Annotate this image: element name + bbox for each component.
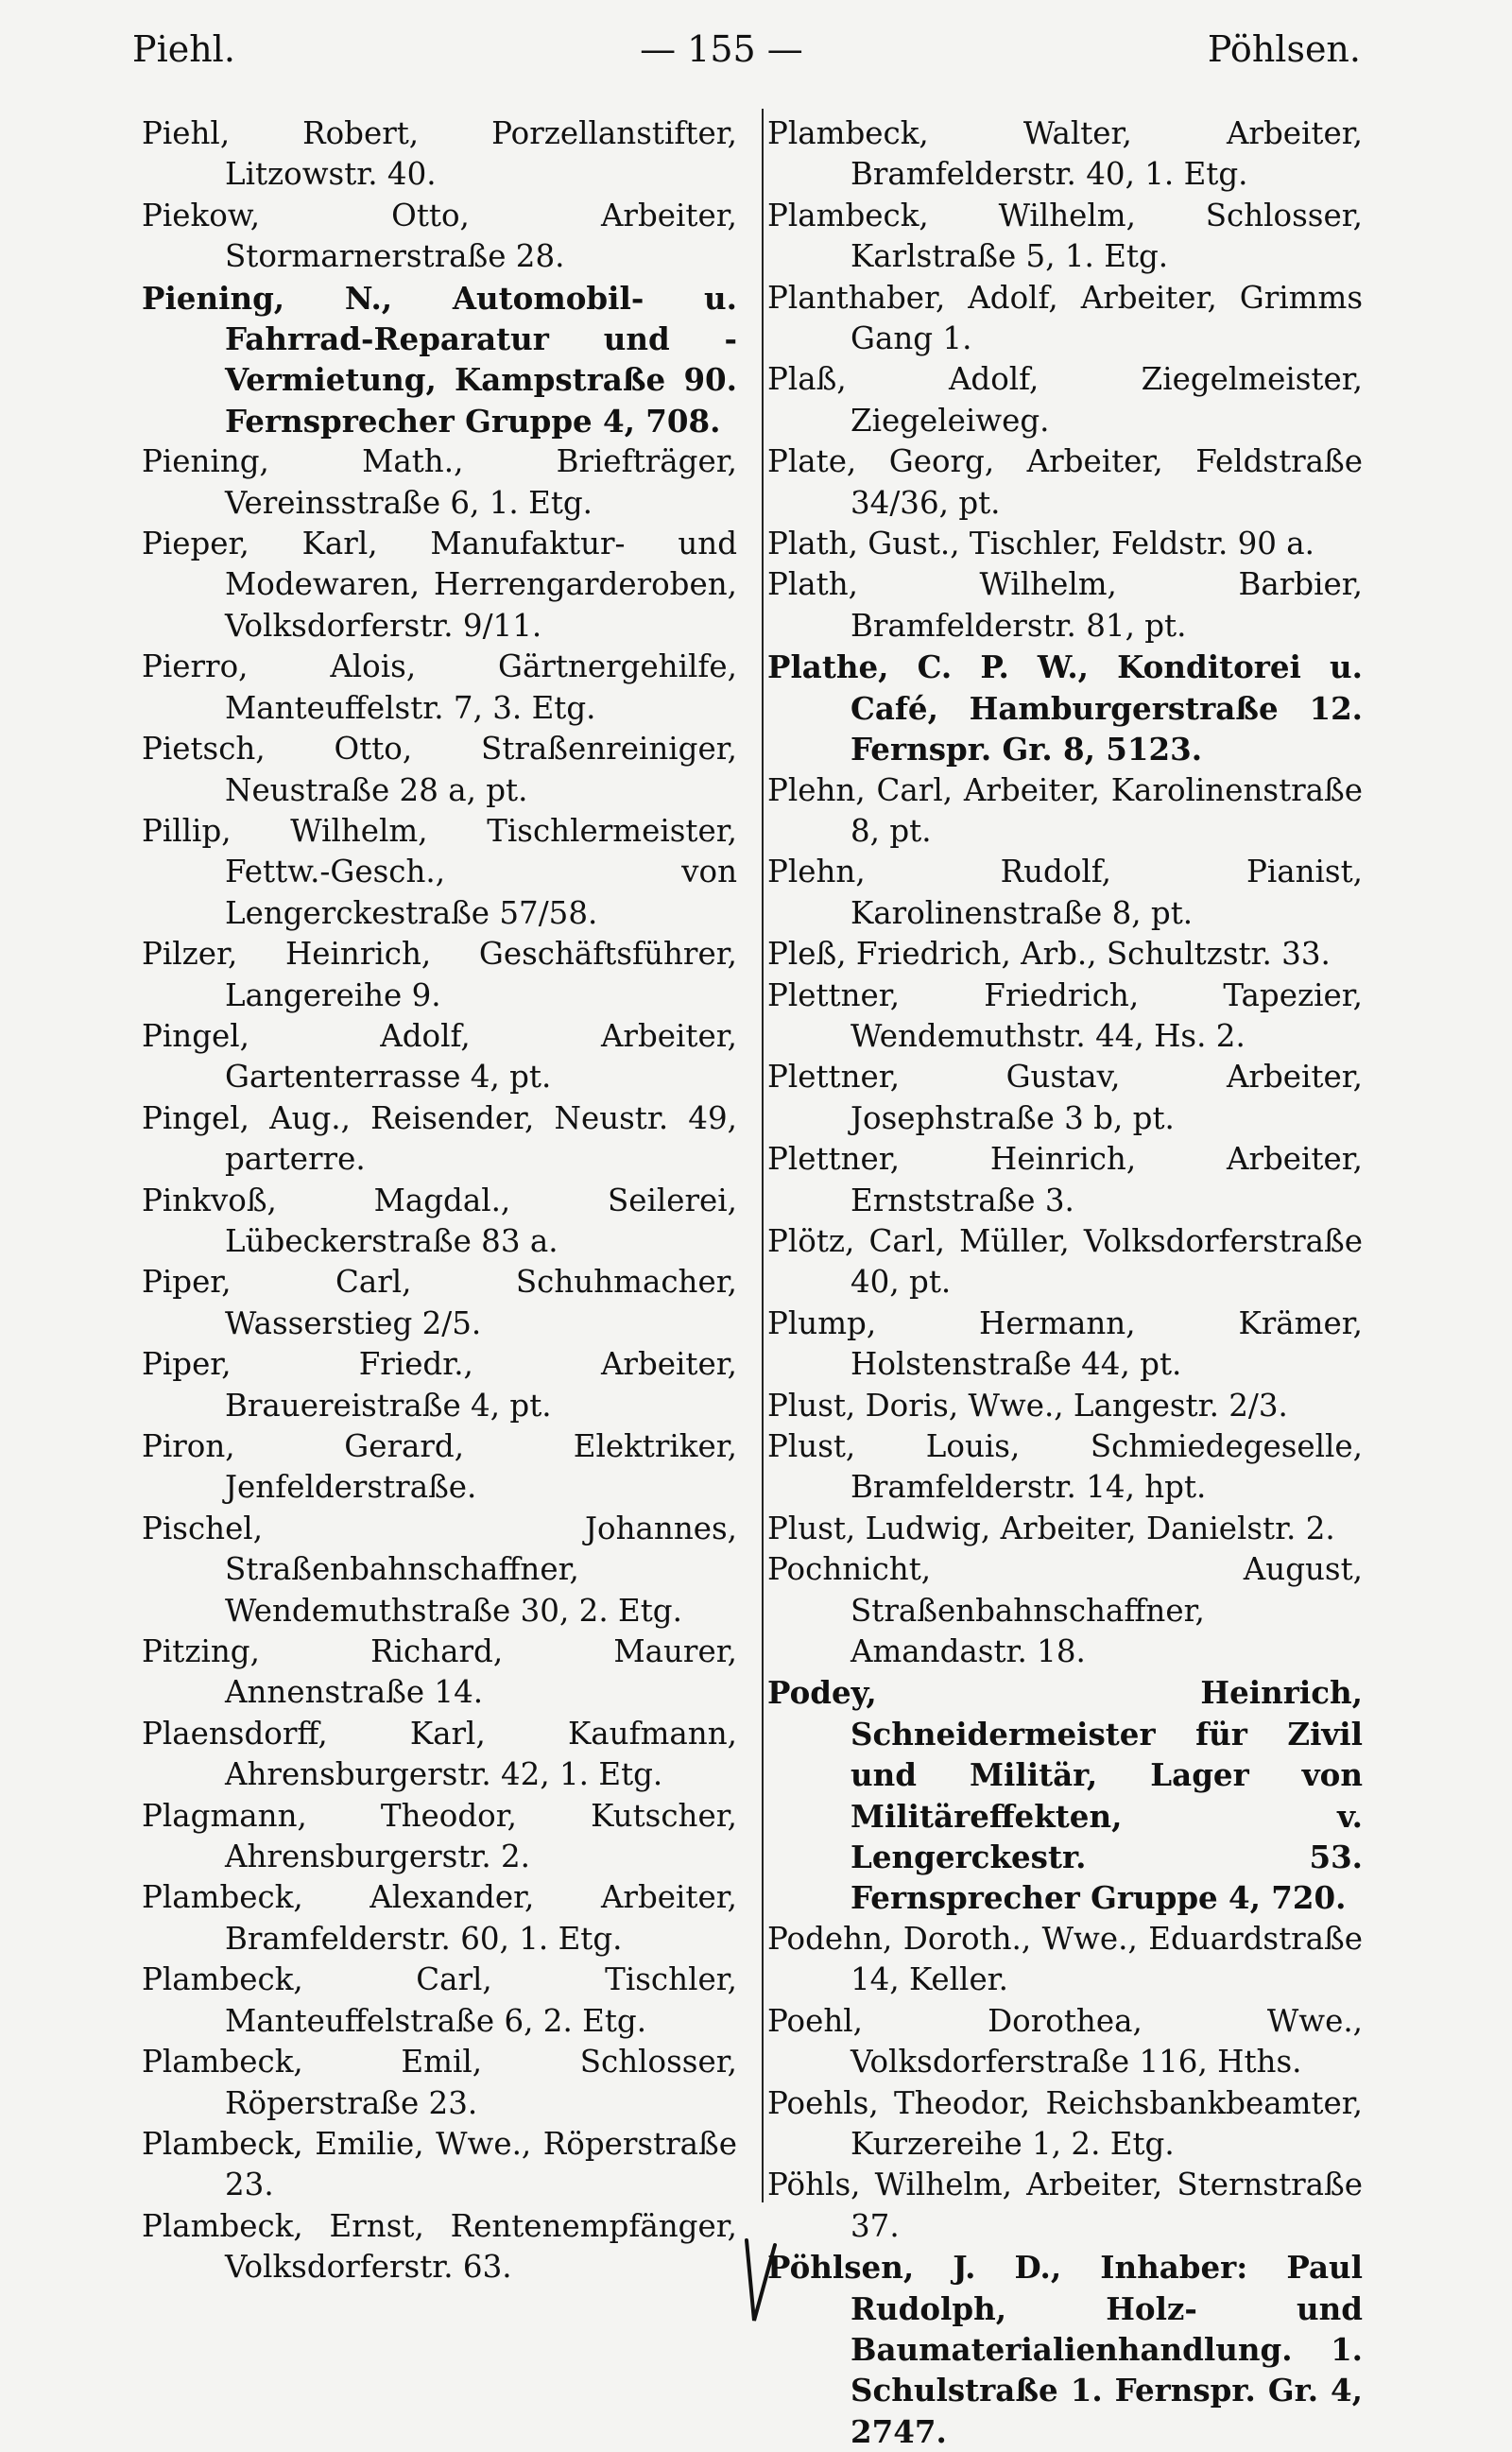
directory-entry: Pierro, Alois, Gärtnergehilfe, Manteuffelstr. 7, 3. Etg. — [142, 648, 737, 726]
directory-entry: Podey, Heinrich, Schneidermeister für Zivil und Militär, Lager von Militäreffekten, v. Lengerckestr. 53. Fernsprecher Gruppe 4, 720. — [767, 1674, 1363, 1917]
directory-entry: Piron, Gerard, Elektriker, Jenfelderstraße. — [142, 1428, 737, 1506]
directory-entry: Plettner, Gustav, Arbeiter, Josephstraße 3 b, pt. — [767, 1059, 1363, 1136]
directory-entry: Piening, Math., Briefträger, Vereinsstraße 6, 1. Etg. — [142, 443, 737, 521]
directory-entry: Poehls, Theodor, Reichsbankbeamter, Kurzereihe 1, 2. Etg. — [767, 2084, 1363, 2162]
header-right: Pöhlsen. — [1207, 28, 1361, 70]
directory-entry: Piper, Friedr., Arbeiter, Brauereistraße 4, pt. — [142, 1346, 737, 1424]
directory-entry: Plötz, Carl, Müller, Volksdorferstraße 40, pt. — [767, 1222, 1363, 1301]
directory-entry: Plust, Louis, Schmiedegeselle, Bramfelderstr. 14, hpt. — [767, 1428, 1363, 1506]
directory-entry: Plambeck, Walter, Arbeiter, Bramfelderstr. 40, 1. Etg. — [767, 115, 1363, 193]
page-header — [132, 21, 1361, 78]
directory-entry: Plambeck, Emil, Schlosser, Röperstraße 23. — [142, 2044, 737, 2121]
directory-entry: Plagmann, Theodor, Kutscher, Ahrensburgerstr. 2. — [142, 1797, 737, 1875]
directory-entry: Plambeck, Emilie, Wwe., Röperstraße 23. — [142, 2125, 737, 2203]
directory-entry: Piper, Carl, Schuhmacher, Wasserstieg 2/5. — [142, 1264, 737, 1341]
directory-entry: Pietsch, Otto, Straßenreiniger, Neustraße 28 a, pt. — [142, 731, 737, 808]
right-column — [767, 113, 1363, 2452]
directory-entry: Piehl, Robert, Porzellanstifter, Litzowstr. 40. — [142, 115, 737, 193]
directory-entry: Plambeck, Alexander, Arbeiter, Bramfelderstr. 60, 1. Etg. — [142, 1879, 737, 1957]
directory-entry: Plaß, Adolf, Ziegelmeister, Ziegeleiweg. — [767, 361, 1363, 439]
left-column — [142, 113, 737, 2288]
directory-entry: Plehn, Carl, Arbeiter, Karolinenstraße 8, pt. — [767, 771, 1363, 849]
directory-entry: Plambeck, Wilhelm, Schlosser, Karlstraße 5, 1. Etg. — [767, 197, 1363, 275]
directory-entry: Plambeck, Ernst, Rentenempfänger, Volksdorferstr. 63. — [142, 2207, 737, 2286]
page-number: — 155 — — [640, 28, 803, 70]
directory-entry: Plath, Gust., Tischler, Feldstr. 90 a. — [767, 526, 1315, 562]
directory-entry: Plehn, Rudolf, Pianist, Karolinenstraße 8, pt. — [767, 854, 1363, 931]
directory-entry: Piekow, Otto, Arbeiter, Stormarnerstraße 28. — [142, 197, 737, 275]
directory-entry: Pinkvoß, Magdal., Seilerei, Lübeckerstraße 83 a. — [142, 1182, 737, 1259]
directory-entry: Pischel, Johannes, Straßenbahnschaffner, Wendemuthstraße 30, 2. Etg. — [142, 1510, 737, 1629]
header-left: Piehl. — [132, 28, 235, 70]
directory-entry: Pilzer, Heinrich, Geschäftsführer, Langereihe 9. — [142, 936, 737, 1013]
directory-entry: Plaensdorff, Karl, Kaufmann, Ahrensburgerstr. 42, 1. Etg. — [142, 1715, 737, 1793]
directory-entry: Pöhlsen, J. D., Inhaber: Paul Rudolph, Holz- und Baumaterialienhandlung. 1. Schulstraße 1. Fernspr. Gr. 4, 2747. — [767, 2249, 1363, 2450]
directory-entry: Planthaber, Adolf, Arbeiter, Grimms Gang 1. — [767, 279, 1363, 357]
directory-entry: Pleß, Friedrich, Arb., Schultzstr. 33. — [767, 936, 1331, 973]
directory-entry: Pöhls, Wilhelm, Arbeiter, Sternstraße 37. — [767, 2167, 1363, 2244]
directory-entry: Plambeck, Carl, Tischler, Manteuffelstraße 6, 2. Etg. — [142, 1961, 737, 2039]
directory-entry: Poehl, Dorothea, Wwe., Volksdorferstraße 116, Hths. — [767, 2002, 1363, 2081]
directory-entry: Plate, Georg, Arbeiter, Feldstraße 34/36, pt. — [767, 443, 1363, 521]
directory-entry: Pillip, Wilhelm, Tischlermeister, Fettw.-Gesch., von Lengerckestraße 57/58. — [142, 812, 737, 931]
directory-entry: Pieper, Karl, Manufaktur- und Modewaren, Herrengarderoben, Volksdorferstr. 9/11. — [142, 526, 737, 644]
directory-entry: Podehn, Doroth., Wwe., Eduardstraße 14, Keller. — [767, 1920, 1363, 1998]
directory-entry: Piening, N., Automobil- u. Fahrrad-Reparatur und -Vermietung, Kampstraße 90. Fernsprecher Gruppe 4, 708. — [142, 279, 737, 440]
directory-entry: Plath, Wilhelm, Barbier, Bramfelderstr. 81, pt. — [767, 566, 1363, 644]
directory-entry: Pochnicht, August, Straßenbahnschaffner, Amandastr. 18. — [767, 1551, 1363, 1670]
column-divider — [762, 109, 764, 2202]
directory-entry: Plettner, Heinrich, Arbeiter, Ernststraße 3. — [767, 1141, 1363, 1218]
directory-entry: Plump, Hermann, Krämer, Holstenstraße 44, pt. — [767, 1304, 1363, 1383]
directory-entry: Plust, Ludwig, Arbeiter, Danielstr. 2. — [767, 1510, 1335, 1546]
directory-entry: Plust, Doris, Wwe., Langestr. 2/3. — [767, 1387, 1288, 1424]
directory-entry: Pitzing, Richard, Maurer, Annenstraße 14. — [142, 1633, 737, 1711]
directory-entry: Pingel, Aug., Reisender, Neustr. 49, parterre. — [142, 1099, 737, 1178]
directory-entry: Plettner, Friedrich, Tapezier, Wendemuthstr. 44, Hs. 2. — [767, 976, 1363, 1054]
directory-entry: Pingel, Adolf, Arbeiter, Gartenterrasse 4, pt. — [142, 1017, 737, 1096]
check-mark-icon — [718, 2221, 794, 2335]
directory-entry: Plathe, C. P. W., Konditorei u. Café, Hamburgerstraße 12. Fernspr. Gr. 8, 5123. — [767, 648, 1363, 768]
